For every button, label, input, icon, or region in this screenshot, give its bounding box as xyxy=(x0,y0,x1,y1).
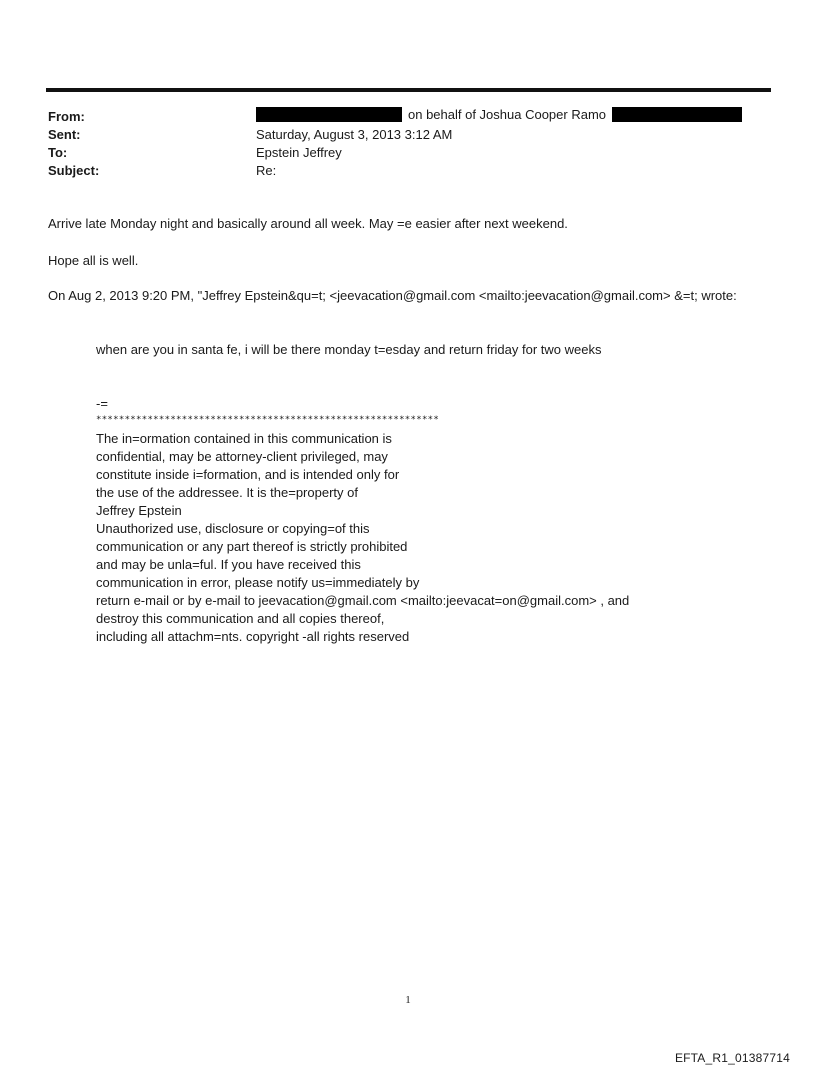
disclaimer-line: communication in error, please notify us=immediately by xyxy=(96,575,420,590)
subject-row xyxy=(48,162,770,180)
from-value xyxy=(256,106,742,124)
disclaimer-line: constitute inside i=formation, and is intended only for xyxy=(96,467,400,482)
disclaimer-line: including all attachm=nts. copyright -all rights reserved xyxy=(96,629,410,644)
subject-value: Re: xyxy=(256,163,277,178)
to-row xyxy=(48,144,770,162)
disclaimer-line: Unauthorized use, disclosure or copying=of this xyxy=(96,521,370,536)
disclaimer-block xyxy=(96,430,786,646)
quoted-message: when are you in santa fe, i will be there monday t=esday and return friday for two weeks xyxy=(96,342,602,357)
body-line-1: Arrive late Monday night and basically around all week. May =e easier after next weekend. xyxy=(48,216,568,231)
disclaimer-line: return e-mail or by e-mail to jeevacation@gmail.com <mailto:jeevacat=on@gmail.com> , and xyxy=(96,593,630,608)
signature-dash: -= xyxy=(96,396,108,411)
disclaimer-line: communication or any part thereof is strictly prohibited xyxy=(96,539,408,554)
sent-value: Saturday, August 3, 2013 3:12 AM xyxy=(256,127,453,142)
email-header xyxy=(48,108,770,180)
subject-label: Subject: xyxy=(48,163,100,178)
disclaimer-line: The in=ormation contained in this communication is xyxy=(96,431,392,446)
page-number: 1 xyxy=(405,994,411,1006)
disclaimer-line: Jeffrey Epstein xyxy=(96,503,182,518)
disclaimer-line: the use of the addressee. It is the=property of xyxy=(96,485,358,500)
bates-number: EFTA_R1_01387714 xyxy=(674,1051,790,1065)
to-label: To: xyxy=(48,145,68,160)
disclaimer-line: and may be unla=ful. If you have received this xyxy=(96,557,361,572)
quote-intro: On Aug 2, 2013 9:20 PM, "Jeffrey Epstein&qu=t; <jeevacation@gmail.com <mailto:jeevacation@gmail.com> &=t; wrote: xyxy=(48,288,737,303)
redaction-block xyxy=(256,107,402,122)
header-divider xyxy=(46,88,771,92)
redaction-block xyxy=(612,107,742,122)
from-row xyxy=(48,108,770,126)
sent-label: Sent: xyxy=(48,127,81,142)
to-value: Epstein Jeffrey xyxy=(256,145,342,160)
disclaimer-line: confidential, may be attorney-client privileged, may xyxy=(96,449,388,464)
body-line-2: Hope all is well. xyxy=(48,253,139,268)
disclaimer-line: destroy this communication and all copies thereof, xyxy=(96,611,385,626)
from-text: on behalf of Joshua Cooper Ramo xyxy=(408,107,607,122)
separator-stars: ************************************************************ xyxy=(96,415,440,425)
sent-row xyxy=(48,126,770,144)
from-label: From: xyxy=(48,109,85,124)
